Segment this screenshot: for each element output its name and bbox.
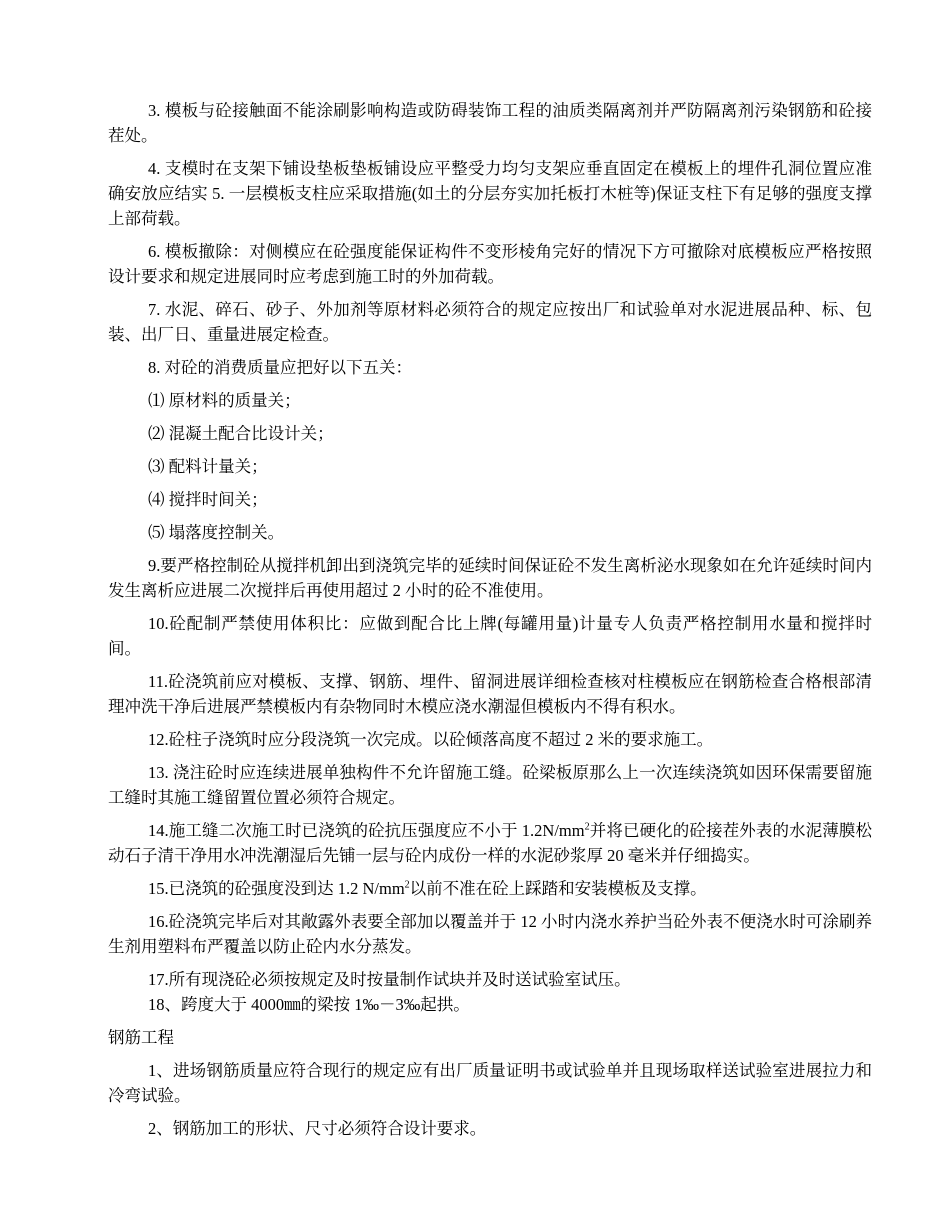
paragraph-15-text-end: 以前不准在砼上踩踏和安装模板及支撑。 (409, 879, 707, 898)
list-item-4: ⑷ 搅拌时间关； (148, 490, 268, 509)
paragraph-9: 9.要严格控制砼从搅拌机卸出到浇筑完毕的延续时间保证砼不发生离析泌水现象如在允许延续时间内发生离析应进展二次搅拌后再使用超过 2 小时的砼不准使用。 (108, 556, 872, 600)
paragraph-8: 8. 对砼的消费质量应把好以下五关： (148, 358, 412, 377)
paragraph-15 (108, 876, 872, 901)
paragraph-14-text-end: 并将已硬化的砼接茬外表的水泥薄膜松动石子清干净用水冲洗潮湿后先铺一层与砼内成份一样的水泥砂浆厚 20 毫米并仔细捣实。 (108, 821, 873, 865)
paragraph-13: 13. 浇注砼时应连续进展单独构件不允许留施工缝。砼梁板原那么上一次连续浇筑如因环保需要留施工缝时其施工缝留置位置必须符合规定。 (108, 763, 872, 807)
list-item-5: ⑸ 塌落度控制关。 (148, 523, 285, 542)
paragraph-6: 6. 模板撤除：对侧模应在砼强度能保证构件不变形棱角完好的情况下方可撤除对底模板应严格按照设计要求和规定进展同时应考虑到施工时的外加荷载。 (108, 242, 872, 286)
document-page (108, 98, 872, 1149)
paragraph-14-text-start: 14.施工缝二次施工时已浇筑的砼抗压强度应不小于 1.2N/mm (148, 821, 585, 840)
paragraph-3: 3. 模板与砼接触面不能涂刷影响构造或防碍装饰工程的油质类隔离剂并严防隔离剂污染钢筋和砼接茬处。 (108, 101, 872, 145)
paragraph-18: 18、跨度大于 4000㎜的梁按 1‰－3‰起拱。 (148, 995, 470, 1014)
paragraph-15-text-start: 15.已浇筑的砼强度没到达 1.2 N/mm (148, 879, 405, 898)
paragraph-14-superscript: 2 (584, 821, 590, 833)
paragraph-14 (108, 818, 872, 868)
rebar-paragraph-1: 1、进场钢筋质量应符合现行的规定应有出厂质量证明书或试验单并且现场取样送试验室进展拉力和冷弯试验。 (108, 1061, 872, 1105)
paragraph-4-5: 4. 支模时在支架下铺设垫板垫板铺设应平整受力均匀支架应垂直固定在模板上的埋件孔洞位置应准确安放应结实 5. 一层模板支柱应采取措施(如土的分层夯实加托板打木桩等)保证支柱下有足够的强度支撑上部荷载。 (108, 159, 872, 228)
paragraph-17: 17.所有现浇砼必须按规定及时按量制作试块并及时送试验室试压。 (148, 970, 631, 989)
rebar-paragraph-2: 2、钢筋加工的形状、尺寸必须符合设计要求。 (148, 1119, 487, 1138)
section-heading-rebar: 钢筋工程 (108, 1028, 174, 1047)
paragraph-7: 7. 水泥、碎石、砂子、外加剂等原材料必须符合的规定应按出厂和试验单对水泥进展品种、标、包装、出厂日、重量进展定检查。 (108, 300, 872, 344)
list-item-1: ⑴ 原材料的质量关； (148, 391, 301, 410)
list-item-3: ⑶ 配料计量关； (148, 457, 268, 476)
list-item-2: ⑵ 混凝土配合比设计关； (148, 424, 334, 443)
paragraph-10: 10.砼配制严禁使用体积比：应做到配合比上牌(每罐用量)计量专人负责严格控制用水量和搅拌时间。 (108, 614, 872, 658)
paragraph-12: 12.砼柱子浇筑时应分段浇筑一次完成。以砼倾落高度不超过 2 米的要求施工。 (148, 730, 714, 749)
paragraph-15-superscript: 2 (404, 879, 410, 891)
paragraph-16: 16.砼浇筑完毕后对其敞露外表要全部加以覆盖并于 12 小时内浇水养护当砼外表不便浇水时可涂刷养生剂用塑料布严覆盖以防止砼内水分蒸发。 (108, 912, 872, 956)
paragraph-11: 11.砼浇筑前应对模板、支撑、钢筋、埋件、留洞进展详细检查核对柱模板应在钢筋检查合格根部清理冲洗干净后进展严禁模板内有杂物同时木模应浇水潮湿但模板内不得有积水。 (108, 672, 872, 716)
